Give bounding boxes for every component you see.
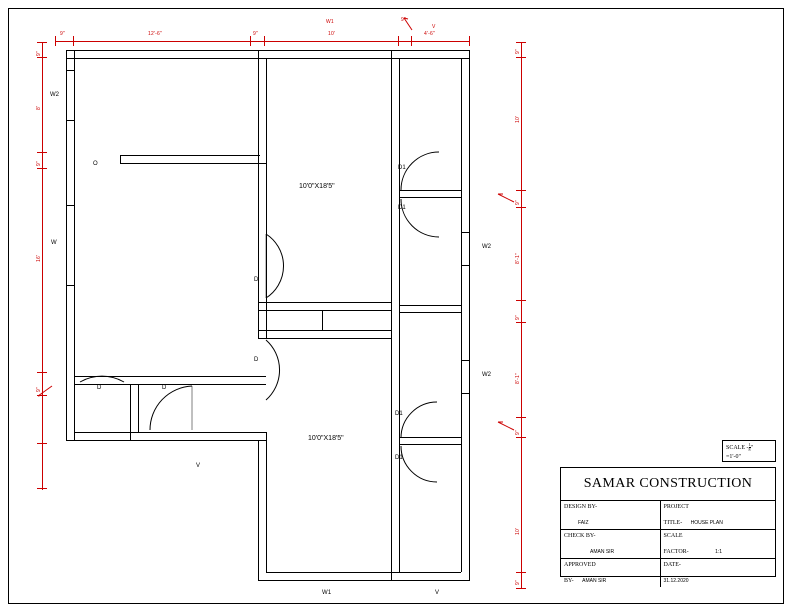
- partition-wall-horizontal-a: [120, 155, 260, 156]
- window-w2-right: [461, 232, 470, 233]
- dim-tick-left: [37, 488, 47, 489]
- dim-label-left: 8': [36, 105, 42, 110]
- exterior-wall-right: [469, 50, 470, 580]
- partition-wall-vertical-b: [391, 50, 392, 580]
- dim-tick-left: [37, 443, 47, 444]
- door-label-d1: D1: [395, 455, 403, 461]
- dim-leader-right-upper: [496, 186, 522, 210]
- dim-label-top: 9": [253, 31, 258, 37]
- dim-line-left: [42, 42, 43, 490]
- partition-wall-cap-a: [120, 155, 121, 164]
- exterior-wall-bottom-left: [66, 440, 266, 441]
- door-label-d1: D1: [395, 411, 403, 417]
- partition-wall-horizontal-right-2b: [399, 312, 461, 313]
- dim-tick-right: [516, 322, 526, 323]
- company-title: SAMAR CONSTRUCTION: [561, 468, 775, 501]
- title-block-cell-project-title: [661, 501, 775, 530]
- window-w1-top: [290, 50, 366, 51]
- partition-wall-horizontal-right-2: [399, 305, 461, 306]
- approved-by-label: BY-: [564, 578, 574, 584]
- dim-label-right: 9": [515, 580, 521, 585]
- dim-tick-right: [516, 300, 526, 301]
- door-swing-d1-upper-a: [399, 150, 441, 192]
- scale-factor-value: 1:1: [715, 549, 723, 555]
- dim-label-bottom-v: V: [435, 590, 440, 596]
- door-label-d: D: [162, 385, 167, 391]
- partition-wall-wc-vertical: [130, 384, 131, 440]
- partition-wall-horizontal-mid-b: [258, 310, 392, 311]
- room-label: 10'0"X18'5": [308, 435, 344, 442]
- dim-tick-top: [73, 36, 74, 46]
- exterior-wall-left-inner: [74, 50, 75, 440]
- scale-block: [722, 440, 776, 462]
- partition-wall-stair-riser: [322, 310, 323, 331]
- partition-wall-vertical-b-inner: [399, 58, 400, 572]
- exterior-wall-lower-left-inner: [266, 432, 267, 573]
- date-value: 31.12.2020: [663, 578, 689, 584]
- dim-label-top: 9": [401, 17, 406, 23]
- dim-tick-left: [37, 372, 47, 373]
- dim-tick-top: [55, 36, 56, 46]
- dim-tick-right: [516, 572, 526, 573]
- window-label-w2: W2: [50, 92, 59, 98]
- window-v-bottom: [414, 580, 458, 581]
- dim-label-right: 9": [515, 200, 521, 205]
- scale-equivalent: =1'-0": [726, 453, 741, 460]
- door-swing-d-mid-lower: [230, 338, 274, 402]
- check-by-value: AMAN SIR: [590, 549, 615, 555]
- design-by-value: FAIZ: [578, 520, 589, 526]
- exterior-wall-lower-left: [258, 440, 259, 581]
- window-label-w2-right-lower: W2: [482, 372, 491, 378]
- window-w2-right-lower: [461, 360, 470, 361]
- scale-label: SCALE -: [726, 444, 749, 451]
- exterior-wall-top: [66, 50, 470, 51]
- dim-label-bottom-w1: W1: [322, 590, 332, 596]
- dim-tick-left: [37, 168, 47, 169]
- window-w2-left: [66, 70, 75, 71]
- partition-wall-horizontal-mid: [258, 302, 392, 303]
- title-block-grid: [561, 501, 775, 584]
- partition-wall-horizontal-mid2: [258, 330, 392, 331]
- door-label-d: D: [254, 357, 259, 363]
- dim-label-right: 8'-1": [515, 373, 521, 384]
- scale-fraction-numerator: 1: [748, 442, 751, 447]
- door-swing-d1-lower-b: [399, 444, 441, 484]
- project-label: PROJECT: [663, 504, 689, 510]
- dim-label-left: 9": [36, 51, 42, 56]
- project-title-label: TITLE-: [663, 520, 683, 526]
- window-w2-left: [66, 120, 75, 121]
- door-label-d: D: [254, 277, 259, 283]
- window-w2-right-lower: [461, 393, 470, 394]
- dim-label-right: 9": [515, 49, 521, 54]
- window-v-bottom: [414, 572, 458, 573]
- dim-label-left: 16': [36, 254, 42, 262]
- partition-wall-horizontal-a-inner: [120, 163, 266, 164]
- dim-line-top: [55, 41, 470, 42]
- window-w-left: [66, 205, 75, 206]
- title-block-cell-approved-by: [561, 559, 661, 587]
- window-label-w2-right: W2: [482, 244, 491, 250]
- scale-factor-sub-label: FACTOR-: [663, 549, 689, 555]
- door-swing-d-left2: [148, 384, 196, 432]
- dim-label-top: 10': [328, 31, 336, 37]
- scale-unit: ": [750, 444, 753, 451]
- window-label-w: W: [51, 240, 57, 246]
- dim-tick-top: [250, 36, 251, 46]
- door-swing-d1-upper-b: [399, 197, 441, 239]
- date-label: DATE-: [663, 562, 681, 568]
- door-label-d1: D1: [398, 205, 406, 211]
- dim-label-top: 12'-6": [148, 31, 162, 37]
- exterior-wall-top-inner: [66, 58, 470, 59]
- exterior-wall-right-inner: [461, 58, 462, 572]
- partition-wall-wc-vertical-b: [138, 384, 139, 432]
- dim-label-top: 9": [60, 31, 65, 37]
- design-by-label: DESIGN BY-: [564, 504, 598, 510]
- window-w1-top: [290, 58, 366, 59]
- dim-tick-right: [516, 42, 526, 43]
- dim-tick-left: [37, 152, 47, 153]
- dim-label-top: 4'-6": [424, 31, 435, 37]
- room-label: 10'0"X18'5": [299, 183, 335, 190]
- title-block-cell-scale-factor: [661, 530, 775, 559]
- dim-tick-right: [516, 57, 526, 58]
- dim-label-top-w1: W1: [326, 19, 334, 25]
- partition-wall-horizontal-mid2-b: [258, 338, 392, 339]
- window-v-bottom-left: [178, 432, 222, 433]
- window-w1-bottom: [298, 572, 366, 573]
- title-block-cell-design-by: [561, 501, 661, 530]
- dim-label-right: 9": [515, 315, 521, 320]
- title-block-cell-date: [661, 559, 775, 587]
- approved-label: APPROVED: [564, 562, 596, 568]
- door-label-o: O: [93, 161, 98, 167]
- window-v-bottom-left: [178, 440, 222, 441]
- dim-label-right: 10': [515, 115, 521, 123]
- window-v-top: [414, 58, 454, 59]
- title-block: [560, 467, 776, 584]
- dim-label-right: 10': [515, 527, 521, 535]
- scale-factor-label: SCALE: [663, 533, 683, 539]
- window-label-v-bottom-left: V: [196, 463, 201, 469]
- dim-label-left: 9": [36, 387, 42, 392]
- window-w-left: [66, 285, 75, 286]
- exterior-wall-left: [66, 50, 67, 440]
- door-swing-d-left: [78, 340, 128, 385]
- window-v-top: [414, 50, 454, 51]
- scale-fraction-denominator: 8: [748, 447, 751, 452]
- dim-label-left: 9": [36, 161, 42, 166]
- dim-tick-top: [469, 36, 470, 46]
- dim-label-top-v: V: [432, 24, 436, 30]
- window-w1-bottom: [298, 580, 366, 581]
- dim-line-right: [521, 42, 522, 588]
- door-label-d1: D1: [398, 165, 406, 171]
- door-swing-d1-lower-a: [399, 400, 441, 440]
- dim-tick-left: [37, 42, 47, 43]
- title-block-cell-check-by: [561, 530, 661, 559]
- dim-leader-left: [36, 382, 62, 406]
- dim-tick-top: [264, 36, 265, 46]
- exterior-wall-bottom-left-inner: [74, 432, 266, 433]
- approved-by-value: AMAN SIR: [582, 578, 607, 584]
- window-w2-right: [461, 265, 470, 266]
- dim-tick-left: [37, 57, 47, 58]
- check-by-label: CHECK BY-: [564, 533, 596, 539]
- door-label-d: D: [97, 385, 102, 391]
- dim-label-right: 8'-1": [515, 253, 521, 264]
- dim-label-right: 9": [515, 430, 521, 435]
- dim-tick-right: [516, 588, 526, 589]
- project-title-value: HOUSE PLAN: [690, 520, 723, 526]
- door-swing-d-mid-upper: [230, 230, 270, 300]
